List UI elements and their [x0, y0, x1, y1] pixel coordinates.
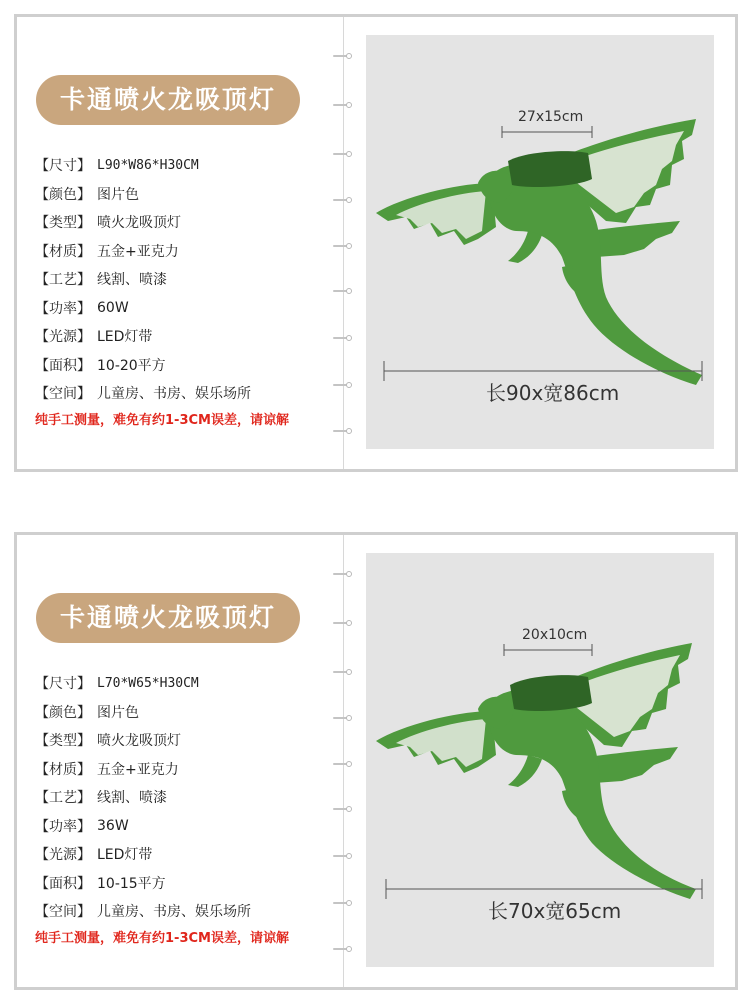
spec-type: 【类型】 喷火龙吸顶灯: [35, 215, 181, 232]
overall-dimension-label: 长70x宽65cm: [488, 899, 622, 923]
spec-size: 【尺寸】 L70*W65*H30CM: [35, 675, 199, 693]
spec-material: 【材质】 五金+亚克力: [35, 761, 179, 778]
binder-ring: [333, 620, 355, 626]
spec-space: 【空间】 儿童房、书房、娱乐场所: [35, 386, 251, 403]
spec-material: 【材质】 五金+亚克力: [35, 243, 179, 260]
overall-dimension-label: 长90x宽86cm: [486, 381, 620, 405]
spec-power: 【功率】 36W: [35, 817, 129, 835]
binder-ring: [333, 806, 355, 812]
binder-ring: [333, 669, 355, 675]
spec-list: [35, 669, 289, 946]
product-card-2: [14, 532, 738, 990]
product-title: 卡通喷火龙吸顶灯: [36, 75, 300, 125]
spec-area: 【面积】 10-20平方: [35, 357, 166, 374]
product-photo: [366, 35, 714, 449]
measurement-disclaimer: 纯手工测量，难免有约1-3CM误差，请谅解: [35, 930, 289, 946]
spec-light-source: 【光源】 LED灯带: [35, 847, 153, 864]
binder-ring: [333, 335, 355, 341]
binder-ring: [333, 53, 355, 59]
spec-color: 【颜色】 图片色: [35, 186, 139, 203]
spec-craft: 【工艺】 线割、喷漆: [35, 790, 167, 807]
base-dimension-label: 27x15cm: [518, 109, 584, 125]
product-card-1: [14, 14, 738, 472]
measurement-disclaimer: 纯手工测量，难免有约1-3CM误差，请谅解: [35, 412, 289, 428]
spec-list: [35, 151, 289, 428]
binder-ring: [333, 946, 355, 952]
binder-ring: [333, 382, 355, 388]
binder-ring: [333, 151, 355, 157]
spec-size: 【尺寸】 L90*W86*H30CM: [35, 157, 199, 175]
binder-ring: [333, 571, 355, 577]
binder-ring: [333, 102, 355, 108]
binder-ring: [333, 197, 355, 203]
binder-ring: [333, 715, 355, 721]
binder-ring: [333, 900, 355, 906]
product-title: 卡通喷火龙吸顶灯: [36, 593, 300, 643]
binder-ring: [333, 288, 355, 294]
binder-ring: [333, 853, 355, 859]
binder-ring: [333, 761, 355, 767]
spec-craft: 【工艺】 线割、喷漆: [35, 272, 167, 289]
spec-light-source: 【光源】 LED灯带: [35, 329, 153, 346]
base-dimension-label: 20x10cm: [522, 627, 588, 643]
binder-ring: [333, 428, 355, 434]
product-photo: [366, 553, 714, 967]
spec-color: 【颜色】 图片色: [35, 704, 139, 721]
spec-power: 【功率】 60W: [35, 299, 129, 317]
spec-type: 【类型】 喷火龙吸顶灯: [35, 733, 181, 750]
spec-space: 【空间】 儿童房、书房、娱乐场所: [35, 904, 251, 921]
binder-ring: [333, 243, 355, 249]
spec-area: 【面积】 10-15平方: [35, 875, 166, 892]
